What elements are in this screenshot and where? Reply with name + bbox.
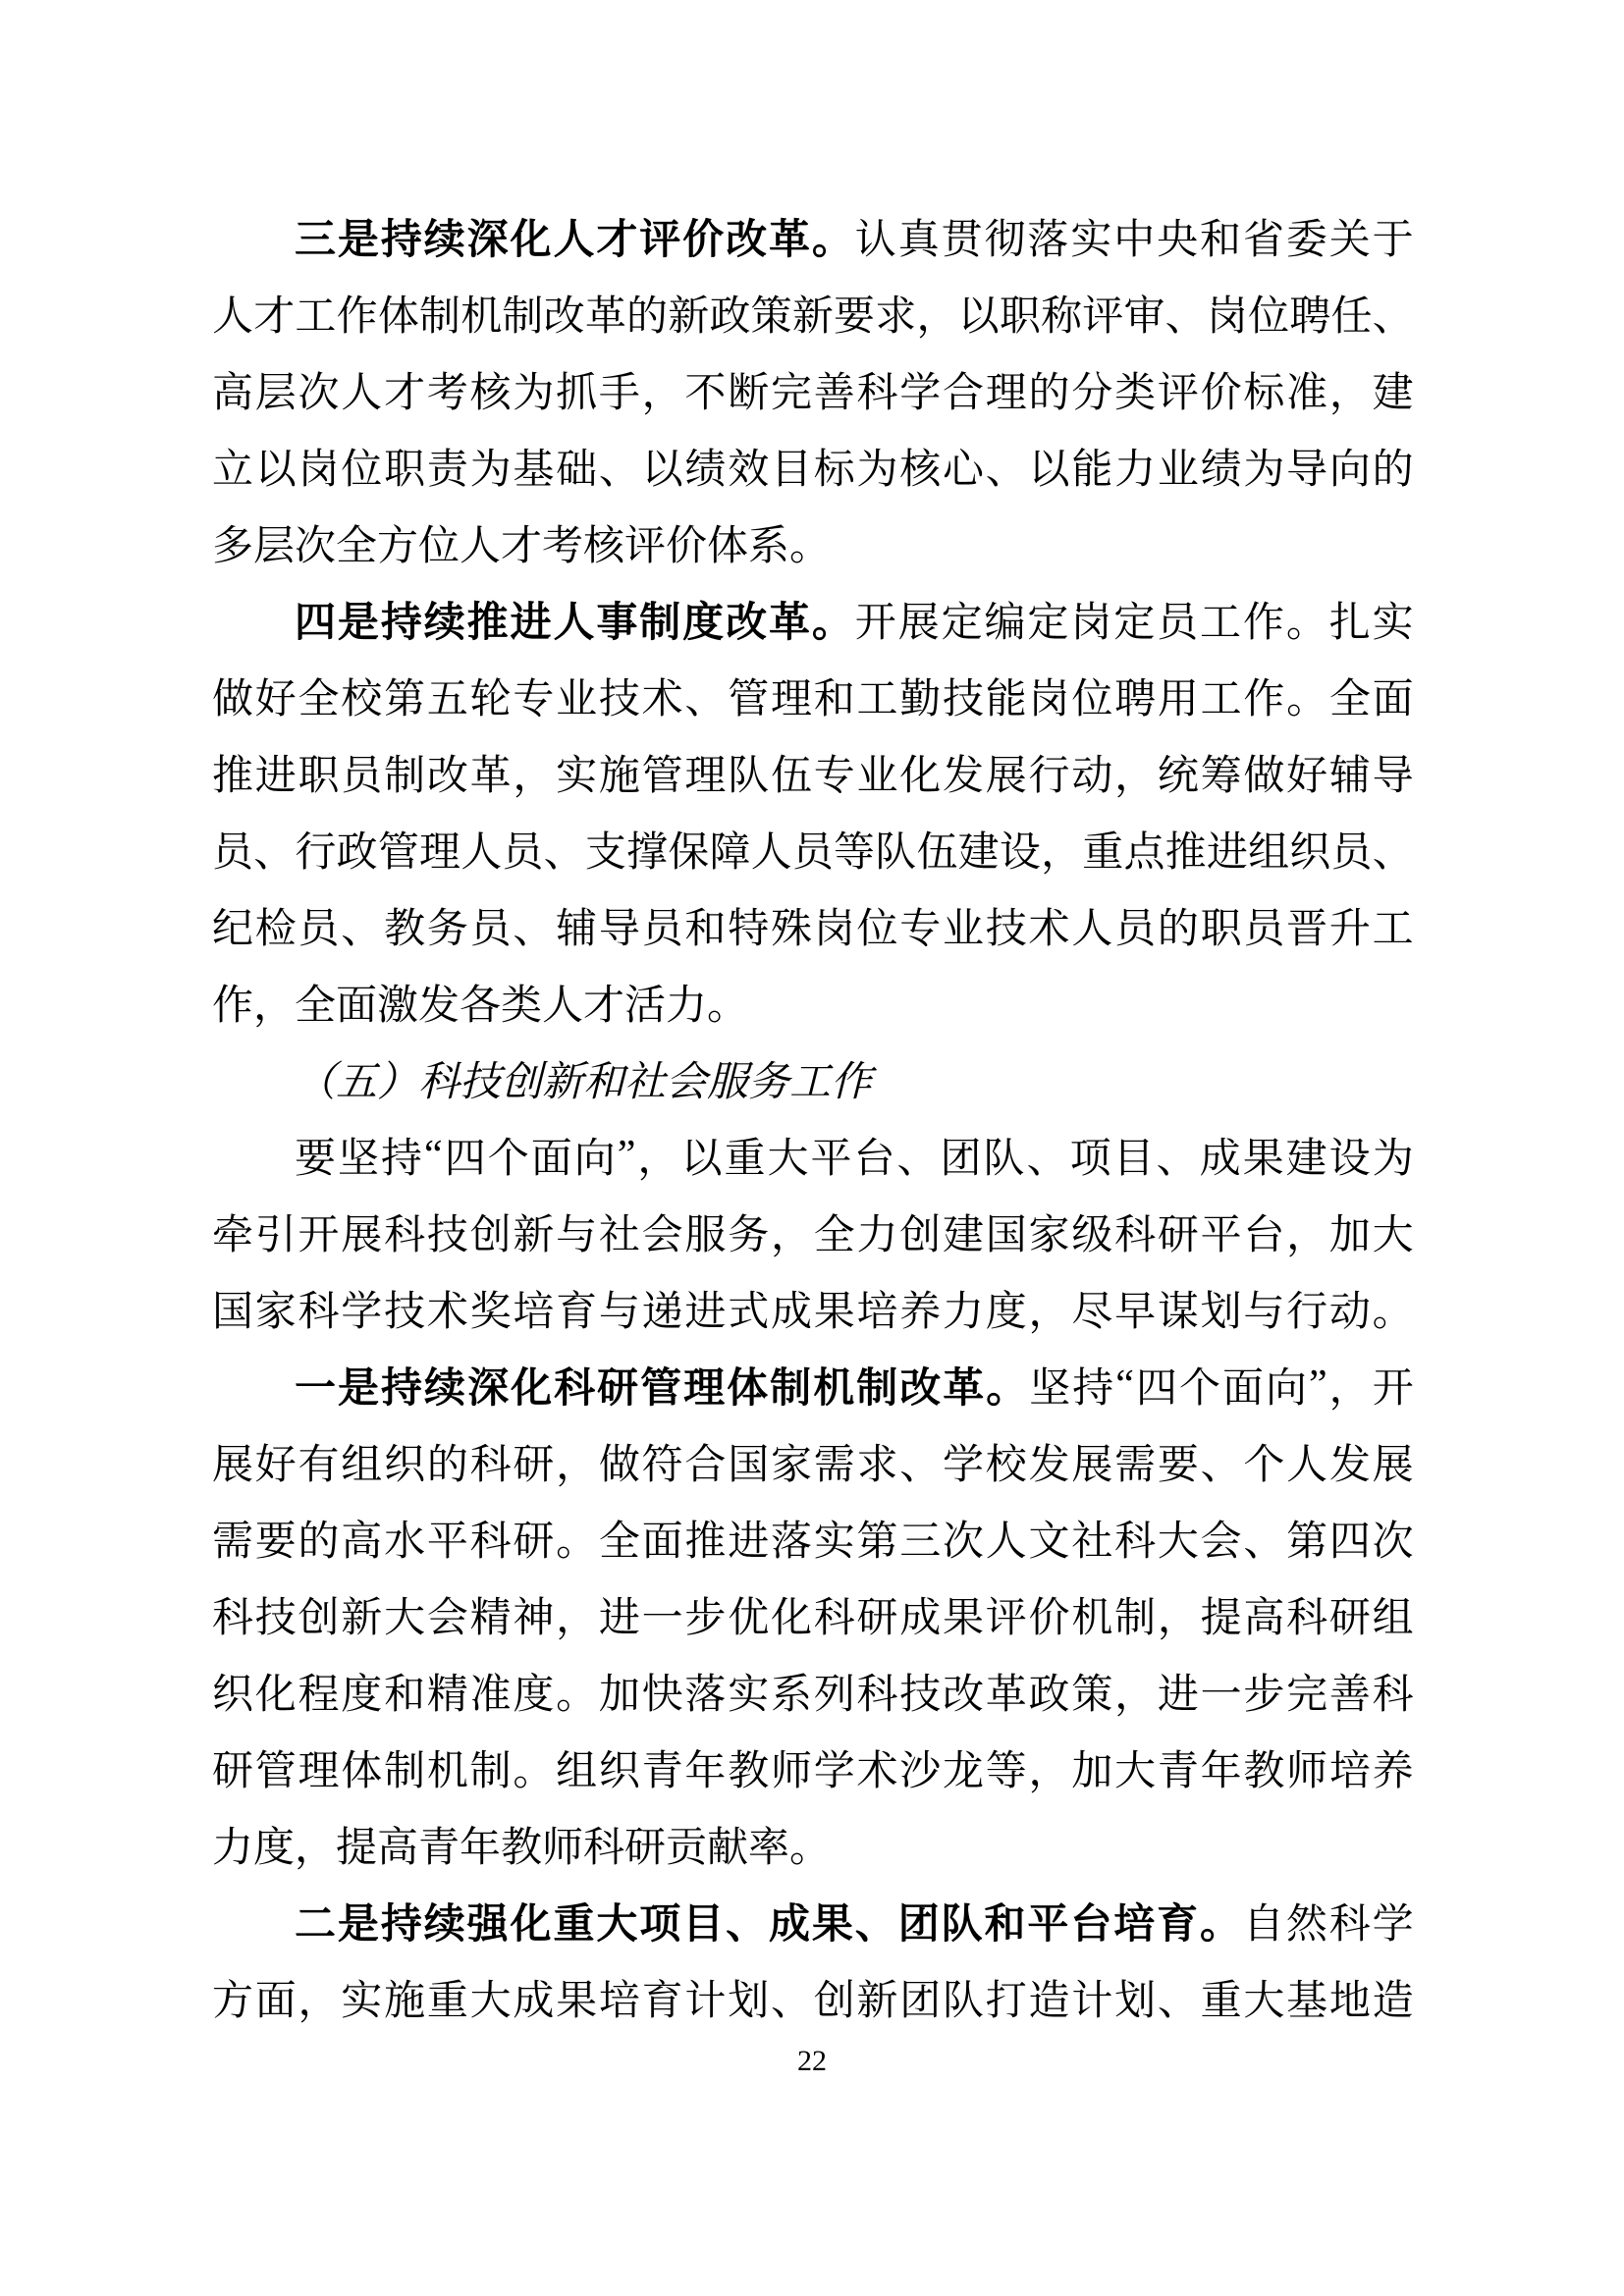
text-line: 员 、 行 政 管 理 人 员 、 支 撑 保 障 人 员 等 队 伍 建 设 ， 重 点 推 进 组 织 员 、 — [212, 830, 1414, 876]
text-line: 牵 引 开 展 科 技 创 新 与 社 会 服 务 ， 全 力 创 建 国 家 级 科 研 平 台 ， 加 大 — [212, 1213, 1414, 1258]
text-line: 二 是 持 续 强 化 重 大 项 目 、 成 果 、 团 队 和 平 台 培 育 。 自 然 科 学 — [295, 1902, 1414, 1948]
text-line: 织 化 程 度 和 精 准 度 。 加 快 落 实 系 列 科 技 改 革 政 策 ， 进 一 步 完 善 科 — [212, 1673, 1414, 1718]
text-line: 人 才 工 作 体 制 机 制 改 革 的 新 政 策 新 要 求 ， 以 职 称 评 审 、 岗 位 聘 任 、 — [212, 294, 1414, 340]
text-line: 研 管 理 体 制 机 制 。 组 织 青 年 教 师 学 术 沙 龙 等 ， 加 大 青 年 教 师 培 养 — [212, 1749, 1414, 1794]
text-line: 作，全面激发各类人才活力。 — [212, 984, 749, 1029]
page-number: 22 — [797, 2045, 827, 2077]
text-line: 立 以 岗 位 职 责 为 基 础 、 以 绩 效 目 标 为 核 心 、 以 能 力 业 绩 为 导 向 的 — [212, 448, 1414, 493]
text-line: 科 技 创 新 大 会 精 神 ， 进 一 步 优 化 科 研 成 果 评 价 机 制 ， 提 高 科 研 组 — [212, 1596, 1414, 1641]
text-line: 纪 检 员 、 教 务 员 、 辅 导 员 和 特 殊 岗 位 专 业 技 术 人 员 的 职 员 晋 升 工 — [212, 907, 1414, 952]
text-line: 三 是 持 续 深 化 人 才 评 价 改 革 。 认 真 贯 彻 落 实 中 央 和 省 委 关 于 — [295, 218, 1414, 263]
text-line: 要 坚 持 “ 四 个 面 向 ” ， 以 重 大 平 台 、 团 队 、 项 目 、 成 果 建 设 为 — [295, 1133, 1414, 1182]
text-line: （五）科技创新和社会服务工作 — [295, 1060, 873, 1105]
text-line: 力度，提高青年教师科研贡献率。 — [212, 1826, 832, 1871]
text-line: 国 家 科 学 技 术 奖 培 育 与 递 进 式 成 果 培 养 力 度 ， 尽 早 谋 划 与 行 动 。 — [212, 1290, 1414, 1335]
text-line: 高 层 次 人 才 考 核 为 抓 手 ， 不 断 完 善 科 学 合 理 的 分 类 评 价 标 准 ， 建 — [212, 371, 1414, 416]
text-line: 做 好 全 校 第 五 轮 专 业 技 术 、 管 理 和 工 勤 技 能 岗 位 聘 用 工 作 。 全 面 — [212, 677, 1414, 722]
text-line: 一 是 持 续 深 化 科 研 管 理 体 制 机 制 改 革 。 坚 持 “ 四 个 面 向 ” ， 开 — [295, 1362, 1414, 1412]
text-line: 方 面 ， 实 施 重 大 成 果 培 育 计 划 、 创 新 团 队 打 造 计 划 、 重 大 基 地 造 — [212, 1979, 1414, 2024]
text-block — [212, 198, 1414, 2036]
text-line: 需 要 的 高 水 平 科 研 。 全 面 推 进 落 实 第 三 次 人 文 社 科 大 会 、 第 四 次 — [212, 1520, 1414, 1565]
text-line: 推 进 职 员 制 改 革 ， 实 施 管 理 队 伍 专 业 化 发 展 行 动 ， 统 筹 做 好 辅 导 — [212, 754, 1414, 799]
text-line: 多层次全方位人才考核评价体系。 — [212, 524, 832, 569]
text-line: 四 是 持 续 推 进 人 事 制 度 改 革 。 开 展 定 编 定 岗 定 员 工 作 。 扎 实 — [295, 601, 1414, 646]
text-line: 展 好 有 组 织 的 科 研 ， 做 符 合 国 家 需 求 、 学 校 发 展 需 要 、 个 人 发 展 — [212, 1443, 1414, 1488]
